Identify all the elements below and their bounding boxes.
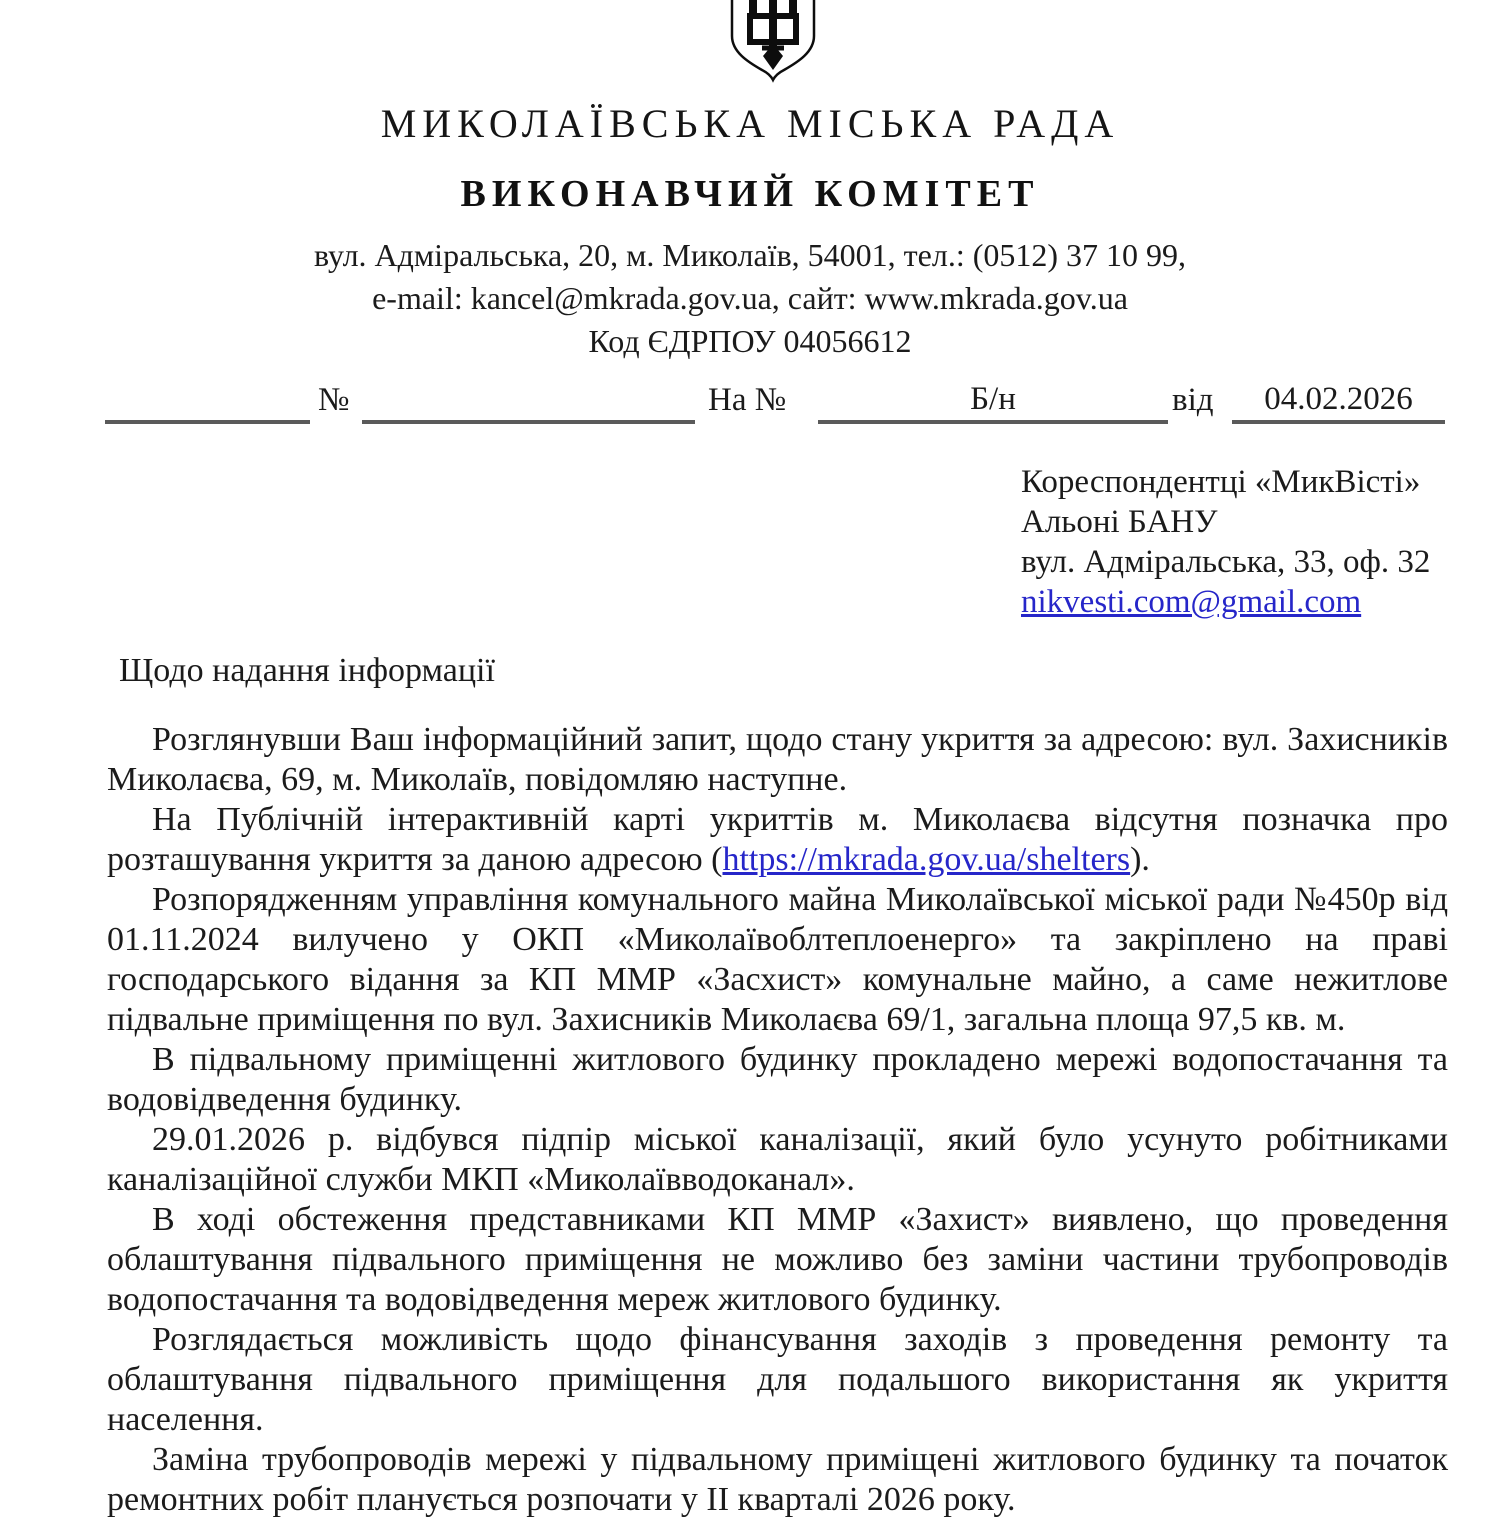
letterhead-edrpou-line: Код ЄДРПОУ 04056612 (588, 323, 912, 359)
recipient-name: Альоні БАНУ (1021, 504, 1218, 540)
reply-number-field: Б/н (818, 380, 1168, 424)
body-paragraph: Розглядається можливість щодо фінансування заходів з проведення ремонту та облаштування підвального приміщення для подальшого використання як укриття населення. (107, 1321, 1448, 1438)
letter-body (107, 720, 1448, 1520)
shelters-map-link[interactable]: https://mkrada.gov.ua/shelters (722, 841, 1131, 878)
paragraph-text-after-link: ). (1130, 841, 1150, 878)
body-paragraph: В ході обстеження представниками КП ММР «Захист» виявлено, що проведення облаштування підвального приміщення не можливо без заміни частини трубопроводів водопостачання та водовідведення мереж житлового будинку. (107, 1201, 1448, 1318)
recipient-block (1021, 462, 1430, 622)
reply-number-label: На № (708, 382, 787, 418)
ukraine-trident-emblem-icon (724, 0, 822, 86)
body-paragraph: 29.01.2026 р. відбувся підпір міської каналізації, який було усунуто робітниками каналізаційної служби МКП «Миколаївводоканал». (107, 1121, 1448, 1198)
body-paragraph: Розглянувши Ваш інформаційний запит, щодо стану укриття за адресою: вул. Захисників Миколаєва, 69, м. Миколаїв, повідомляю наступне. (107, 721, 1448, 798)
recipient-email-link[interactable]: nikvesti.com@gmail.com (1021, 584, 1362, 620)
letterhead-address-line: вул. Адміральська, 20, м. Миколаїв, 54001, тел.: (0512) 37 10 99, (313, 237, 1187, 273)
letter-date-field: 04.02.2026 (1232, 380, 1445, 424)
number-label: № (318, 382, 350, 418)
recipient-role: Кореспондентці «МикВісті» (1021, 464, 1421, 500)
outgoing-number-blank-field (105, 380, 310, 424)
letterhead-contact-block (0, 234, 1500, 363)
subject-line: Щодо надання інформації (119, 652, 495, 689)
body-paragraph: Заміна трубопроводів мережі у підвальному приміщені житлового будинку та початок ремонтних робіт планується розпочати у II кварталі 2026 року. (107, 1441, 1448, 1518)
reference-line (0, 380, 1500, 424)
department-name: ВИКОНАВЧИЙ КОМІТЕТ (460, 173, 1040, 215)
organization-name: МИКОЛАЇВСЬКА МІСЬКА РАДА (380, 101, 1120, 146)
paragraph-text-before-link: На Публічній інтерактивній карті укриттів м. Миколаєва відсутня позначка про розташування укриття за даною адресою ( (107, 801, 1448, 878)
letterhead-email-site-line: e-mail: kancel@mkrada.gov.ua, сайт: www.mkrada.gov.ua (372, 280, 1128, 316)
body-paragraph (107, 800, 1448, 880)
recipient-address: вул. Адміральська, 33, оф. 32 (1021, 544, 1431, 580)
body-paragraph: Розпорядженням управління комунального майна Миколаївської міської ради №450р від 01.11.2024 вилучено у ОКП «Миколаївоблтеплоенерго» та закріплено на праві господарського відання за КП ММР «Засхист» комунальне майно, а саме нежитлове підвальне приміщення по вул. Захисників Миколаєва 69/1, загальна площа 97,5 кв. м. (107, 881, 1448, 1038)
date-label: від (1172, 382, 1214, 418)
outgoing-date-blank-field (362, 380, 695, 424)
body-paragraph: В підвальному приміщенні житлового будинку прокладено мережі водопостачання та водовідведення будинку. (107, 1041, 1448, 1118)
